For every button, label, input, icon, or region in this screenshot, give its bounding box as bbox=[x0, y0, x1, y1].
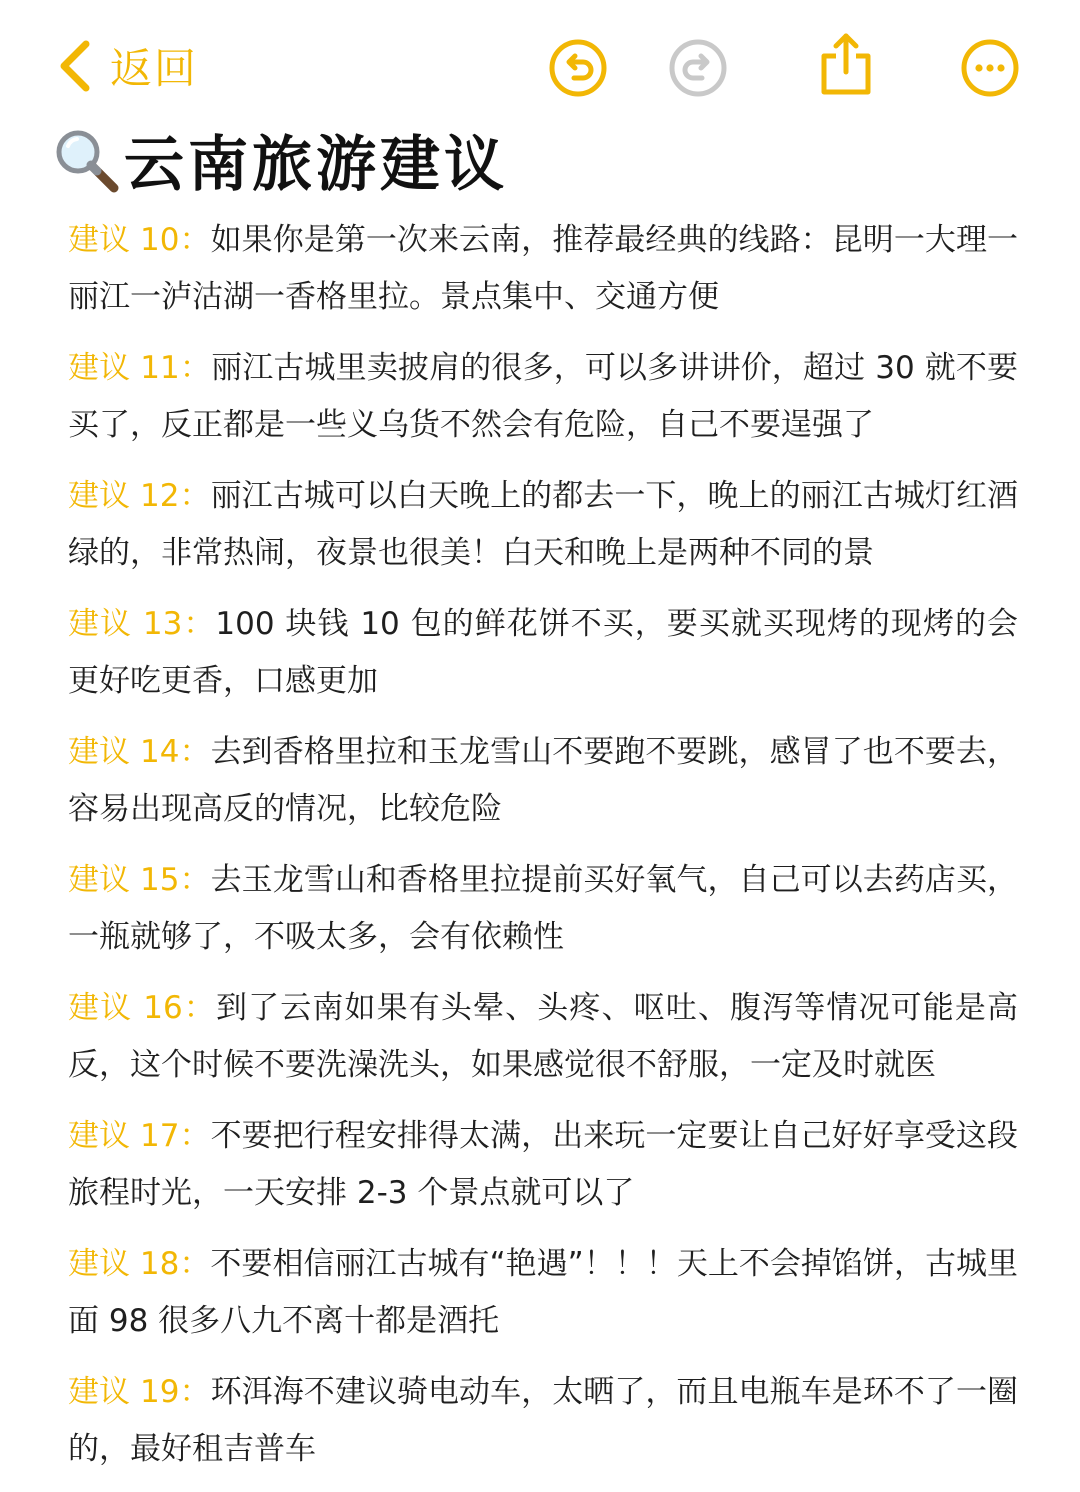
note-title-row bbox=[52, 112, 508, 208]
undo-icon bbox=[548, 38, 608, 98]
tip-text: 丽江古城可以白天晚上的都去一下，晚上的丽江古城灯红酒绿的，非常热闹，夜景也很美！白天和晚上是两种不同的景 bbox=[68, 478, 1018, 571]
note-title: 云南旅游建议 bbox=[124, 130, 508, 200]
list-item bbox=[68, 340, 1018, 454]
share-button[interactable] bbox=[816, 30, 876, 90]
back-label: 返回 bbox=[110, 44, 199, 93]
tip-label: 建议 15： bbox=[68, 862, 211, 898]
tip-text: 到了云南如果有头晕、头疼、呕吐、腹泻等情况可能是高反，这个时候不要洗澡洗头，如果感觉很不舒服，一定及时就医 bbox=[68, 990, 1018, 1083]
list-item bbox=[68, 468, 1018, 582]
tip-label: 建议 19： bbox=[68, 1374, 211, 1410]
list-item bbox=[68, 1364, 1018, 1478]
tip-text: 不要把行程安排得太满，出来玩一定要让自己好好享受这段旅程时光，一天安排 2-3 个景点就可以了 bbox=[68, 1118, 1018, 1211]
tips-list bbox=[68, 212, 1018, 1492]
magnifier-icon bbox=[52, 126, 120, 194]
tip-text: 环洱海不建议骑电动车，太晒了，而且电瓶车是环不了一圈的，最好租吉普车 bbox=[68, 1374, 1018, 1467]
back-button[interactable] bbox=[58, 38, 198, 94]
tip-label: 建议 12： bbox=[68, 478, 211, 514]
tip-text: 去玉龙雪山和香格里拉提前买好氧气，自己可以去药店买，一瓶就够了，不吸太多，会有依赖性 bbox=[68, 862, 1018, 955]
list-item bbox=[68, 212, 1018, 326]
list-item bbox=[68, 1236, 1018, 1350]
list-item bbox=[68, 1108, 1018, 1222]
tip-label: 建议 17： bbox=[68, 1118, 211, 1154]
more-button[interactable] bbox=[960, 38, 1020, 98]
tip-label: 建议 11： bbox=[68, 350, 212, 386]
redo-icon bbox=[668, 38, 728, 98]
tip-text: 如果你是第一次来云南，推荐最经典的线路：昆明一大理一丽江一泸沽湖一香格里拉。景点集中、交通方便 bbox=[68, 222, 1018, 315]
tip-text: 丽江古城里卖披肩的很多，可以多讲讲价，超过 30 就不要买了，反正都是一些义乌货不然会有危险，自己不要逞强了 bbox=[68, 350, 1018, 443]
list-item bbox=[68, 724, 1018, 838]
tip-label: 建议 10： bbox=[68, 222, 211, 258]
list-item bbox=[68, 596, 1018, 710]
share-icon bbox=[816, 30, 876, 98]
tip-text: 去到香格里拉和玉龙雪山不要跑不要跳，感冒了也不要去，容易出现高反的情况，比较危险 bbox=[68, 734, 1018, 827]
undo-button[interactable] bbox=[548, 38, 608, 98]
tip-label: 建议 18： bbox=[68, 1246, 211, 1282]
tip-text: 不要相信丽江古城有“艳遇”！！！天上不会掉馅饼，古城里面 98 很多八九不离十都是酒托 bbox=[68, 1246, 1018, 1339]
redo-button[interactable] bbox=[668, 38, 728, 98]
list-item bbox=[68, 980, 1018, 1094]
toolbar bbox=[0, 0, 1080, 130]
tip-text: 100 块钱 10 包的鲜花饼不买，要买就买现烤的现烤的会更好吃更香，口感更加 bbox=[68, 606, 1018, 699]
chevron-left-icon bbox=[58, 40, 92, 92]
more-icon bbox=[960, 38, 1020, 98]
tip-label: 建议 13： bbox=[68, 606, 216, 642]
list-item bbox=[68, 852, 1018, 966]
tip-label: 建议 14： bbox=[68, 734, 211, 770]
tip-label: 建议 16： bbox=[68, 990, 216, 1026]
